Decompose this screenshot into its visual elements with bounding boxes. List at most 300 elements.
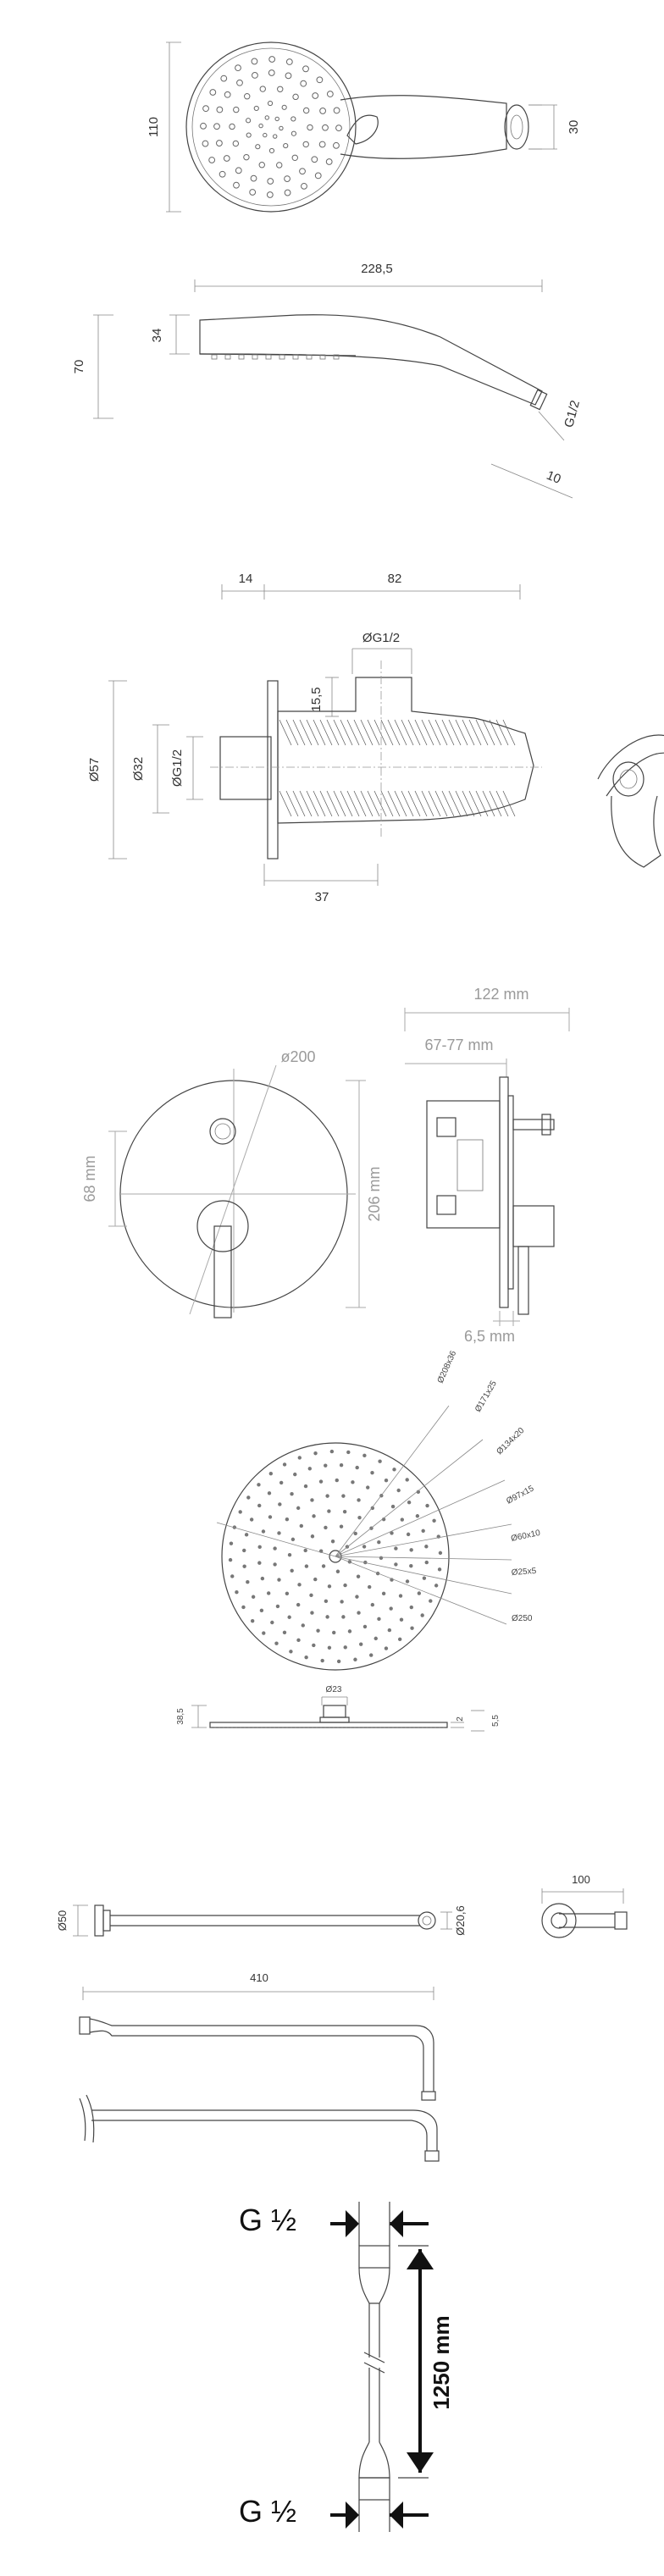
spray-nozzle [303, 141, 308, 146]
rain-nozzle [313, 1451, 317, 1455]
dim-left-offset: 14 [238, 572, 253, 586]
spray-nozzle [267, 192, 273, 198]
rain-nozzle [330, 1450, 334, 1453]
label-top-thread: G ½ [239, 2203, 297, 2237]
rain-nozzle [429, 1599, 432, 1602]
rain-nozzle [305, 1564, 308, 1567]
holder-section-view [87, 572, 542, 904]
spray-nozzle [201, 123, 207, 129]
spray-nozzle [209, 158, 215, 163]
rain-nozzle [320, 1659, 324, 1662]
rain-nozzle [385, 1646, 388, 1650]
rain-nozzle [357, 1516, 361, 1519]
dim-ring-6: Ø25x5 [511, 1566, 537, 1578]
dim-grip-height: 30 [567, 119, 581, 135]
spray-nozzle [284, 143, 288, 147]
rain-nozzle [241, 1606, 245, 1609]
spray-nozzle [275, 117, 279, 120]
hatch-line [435, 791, 447, 816]
rain-nozzle [304, 1484, 307, 1488]
hatch-line [415, 720, 427, 745]
arm-side-view [80, 1971, 439, 2161]
spray-nozzle [260, 86, 265, 91]
side-nozzle [212, 355, 217, 359]
spray-nozzle [254, 106, 258, 110]
dim-depth: 37 [314, 890, 329, 904]
label-hose-length: 1250 mm [429, 2315, 454, 2410]
hatch-line [361, 791, 373, 816]
dim-length: 410 [250, 1971, 268, 1984]
hatch-line [469, 720, 481, 745]
spray-nozzle [265, 116, 268, 119]
hatch-line [442, 720, 454, 745]
rain-nozzle [343, 1584, 346, 1587]
spray-nozzle [293, 94, 298, 99]
spray-nozzle [224, 91, 230, 97]
rain-nozzle [328, 1584, 331, 1588]
rain-nozzle [268, 1491, 271, 1495]
spray-nozzle [214, 124, 220, 130]
dim-edge: 5,5 [491, 1715, 501, 1727]
hatch-line [388, 791, 400, 816]
rain-nozzle [332, 1631, 335, 1634]
hatch-line [293, 720, 305, 745]
rain-nozzle [371, 1603, 374, 1606]
dim-head-height: 110 [147, 117, 161, 137]
hatch-line [313, 791, 325, 816]
hatch-line [401, 720, 413, 745]
rain-nozzle [406, 1478, 409, 1481]
rain-nozzle [355, 1466, 358, 1469]
rain-nozzle [357, 1498, 360, 1501]
rain-nozzle [425, 1561, 429, 1564]
rain-shower-top-view [217, 1349, 541, 1670]
rain-nozzle [250, 1517, 253, 1521]
rain-shower-side-view [176, 1685, 501, 1731]
dim-install-range: 67-77 mm [424, 1036, 494, 1053]
dim-inlet-thread: ØG1/2 [170, 749, 185, 788]
rain-nozzle [324, 1463, 327, 1467]
rain-nozzle [362, 1454, 366, 1457]
dim-width: 82 [387, 572, 402, 586]
spray-nozzle [334, 142, 340, 148]
hatch-line [307, 720, 318, 745]
rain-nozzle [396, 1489, 400, 1492]
rain-nozzle [290, 1492, 293, 1495]
rain-nozzle [389, 1606, 392, 1610]
rain-nozzle [409, 1548, 412, 1551]
rain-nozzle [261, 1577, 264, 1580]
rain-nozzle [336, 1570, 340, 1573]
spray-nozzle [252, 58, 257, 64]
rain-nozzle [252, 1595, 255, 1599]
spray-nozzle [285, 73, 291, 79]
hatch-line [327, 791, 339, 816]
rain-nozzle [324, 1600, 328, 1603]
rain-nozzle [303, 1549, 307, 1552]
rain-nozzle [285, 1592, 289, 1595]
dim-flange: Ø50 [56, 1910, 69, 1932]
dim-plate: 2 [456, 1716, 465, 1722]
rain-nozzle [297, 1583, 301, 1586]
hatch-line [320, 791, 332, 816]
hatch-line [313, 720, 325, 745]
spray-nozzle [326, 159, 332, 165]
hatch-line [286, 791, 298, 816]
rain-nozzle [353, 1658, 357, 1661]
rain-nozzle [230, 1574, 234, 1578]
ring-leader-line [217, 1523, 335, 1556]
dim-left-height: 68 mm [81, 1155, 98, 1202]
rain-nozzle [257, 1545, 261, 1549]
dim-connector: 10 [544, 467, 563, 487]
rain-nozzle [304, 1656, 307, 1659]
spray-nozzle [303, 66, 309, 72]
rain-nozzle [298, 1456, 302, 1459]
rain-nozzle [400, 1617, 403, 1621]
rain-nozzle [322, 1564, 325, 1567]
spray-nozzle [282, 105, 286, 109]
rain-nozzle [362, 1545, 366, 1548]
spray-nozzle [263, 133, 267, 136]
section-hatch [279, 720, 515, 816]
mixer-front-view [81, 1048, 383, 1318]
hatch-line [347, 791, 359, 816]
hatch-line [340, 720, 352, 745]
rain-nozzle [421, 1529, 424, 1533]
dim-plate-height: 206 mm [366, 1166, 383, 1222]
rain-nozzle [378, 1460, 381, 1463]
rain-nozzle [242, 1565, 246, 1568]
hatch-line [395, 791, 407, 816]
dim-plate-gap: 6,5 mm [463, 1328, 516, 1345]
rain-nozzle [274, 1641, 278, 1645]
spray-nozzle [203, 106, 209, 112]
hatch-line [307, 791, 318, 816]
dim-total-height: 70 [72, 359, 86, 374]
rain-nozzle [394, 1546, 397, 1550]
arm-end-view [542, 1873, 627, 1938]
hatch-line [279, 720, 291, 745]
rain-nozzle [344, 1645, 347, 1649]
spray-nozzle [327, 91, 333, 97]
rain-nozzle [399, 1594, 402, 1597]
spray-nozzle [285, 190, 290, 196]
rain-nozzle [313, 1578, 317, 1581]
hatch-line [415, 791, 427, 816]
rain-nozzle [327, 1509, 330, 1512]
rain-nozzle [283, 1631, 286, 1634]
hatch-line [483, 791, 495, 816]
rain-nozzle [439, 1551, 442, 1555]
rain-nozzle [311, 1534, 314, 1538]
hatch-line [456, 791, 468, 816]
hatch-line [449, 720, 461, 745]
spray-nozzles [201, 57, 342, 198]
rain-nozzle [355, 1595, 358, 1598]
spray-nozzle [256, 145, 260, 149]
rain-nozzle [279, 1481, 283, 1484]
arm-top-view [56, 1905, 467, 1936]
hatch-line [408, 720, 420, 745]
rain-nozzle [398, 1638, 401, 1641]
side-nozzle [239, 355, 244, 359]
spray-nozzle [277, 163, 282, 168]
spray-nozzle [269, 148, 274, 152]
rain-nozzle [242, 1549, 246, 1552]
rain-nozzle [366, 1485, 369, 1489]
spray-nozzle [224, 156, 230, 162]
spray-nozzle [320, 108, 326, 114]
spray-nozzle [301, 80, 307, 86]
spray-nozzle [234, 182, 240, 188]
rain-nozzle [273, 1562, 276, 1566]
rain-nozzle [416, 1514, 419, 1517]
rain-nozzle [300, 1524, 303, 1528]
rain-nozzle [377, 1617, 380, 1621]
spray-nozzle [250, 190, 256, 196]
hatch-line [408, 791, 420, 816]
rain-nozzle [251, 1619, 254, 1622]
spray-nozzle [313, 93, 318, 99]
ring-leader-line [335, 1556, 512, 1560]
hatch-line [334, 791, 346, 816]
dim-head-thickness: 34 [150, 328, 164, 343]
rain-nozzle [262, 1631, 265, 1634]
spray-nozzle [291, 117, 296, 121]
spray-nozzle [274, 135, 277, 138]
rain-nozzle [257, 1483, 260, 1486]
dim-ring-2: Ø171x25 [473, 1379, 499, 1414]
rain-nozzle [394, 1562, 397, 1566]
hatch-line [456, 720, 468, 745]
side-nozzle [266, 355, 271, 359]
rain-nozzle [432, 1519, 435, 1523]
rain-nozzle [319, 1479, 323, 1483]
spray-nozzle [245, 94, 250, 99]
rain-nozzle [270, 1621, 274, 1624]
rain-nozzle [257, 1504, 261, 1507]
rain-nozzle [401, 1517, 404, 1521]
dim-total-depth: 122 mm [473, 986, 529, 1003]
rain-nozzle [357, 1575, 360, 1578]
rain-nozzle [354, 1532, 357, 1535]
hatch-line [300, 791, 312, 816]
hatch-line [374, 720, 386, 745]
hatch-line [435, 720, 447, 745]
rain-nozzle [296, 1603, 300, 1606]
spray-nozzle [244, 154, 249, 159]
rain-nozzle [388, 1628, 391, 1632]
hatch-line [483, 720, 495, 745]
spray-nozzle [291, 131, 296, 135]
hatch-line [374, 791, 386, 816]
rain-nozzle [283, 1462, 286, 1466]
rain-nozzle [418, 1591, 421, 1595]
rain-nozzle [312, 1514, 315, 1517]
rain-nozzle [423, 1576, 426, 1579]
spray-nozzle [252, 73, 258, 79]
rain-nozzle [296, 1506, 300, 1510]
spray-nozzle [278, 86, 283, 91]
hatch-line [327, 720, 339, 745]
hatch-line [496, 791, 508, 816]
spray-nozzle [210, 90, 216, 96]
side-nozzle [252, 355, 257, 359]
rain-nozzle [420, 1613, 423, 1617]
dim-inner-diameter: Ø32 [131, 756, 146, 782]
rain-nozzle [325, 1494, 329, 1497]
hatch-line [503, 720, 515, 745]
spray-nozzle [233, 141, 238, 146]
dim-top-thread: ØG1/2 [362, 631, 401, 645]
dim-outer-diameter: Ø57 [87, 757, 102, 782]
rain-nozzle [328, 1646, 331, 1650]
rain-nozzle [348, 1629, 351, 1633]
rain-nozzle [434, 1584, 438, 1587]
label-bottom-thread: G ½ [239, 2494, 297, 2529]
spray-nozzle [285, 176, 290, 182]
hatch-line [462, 720, 474, 745]
rain-nozzle [267, 1591, 270, 1595]
rain-nozzle [331, 1540, 335, 1543]
dim-pipe: Ø20,6 [454, 1905, 467, 1936]
hatch-line [368, 720, 379, 745]
hatch-line [368, 791, 379, 816]
spray-nozzle [334, 108, 340, 113]
spray-nozzle [268, 179, 274, 185]
rain-nozzle [406, 1579, 409, 1583]
rain-nozzle [410, 1627, 413, 1630]
hatch-line [300, 720, 312, 745]
rain-nozzle [262, 1529, 265, 1533]
rain-nozzle [409, 1564, 412, 1567]
hatch-line [381, 791, 393, 816]
hatch-line [354, 791, 366, 816]
rain-nozzle [341, 1494, 345, 1497]
rain-nozzle [438, 1567, 441, 1571]
rain-nozzle [385, 1479, 388, 1482]
rain-nozzle [410, 1606, 413, 1609]
spray-nozzle [246, 119, 250, 123]
rain-nozzle [312, 1644, 315, 1647]
rain-nozzle [407, 1533, 410, 1536]
hatch-line [429, 791, 440, 816]
rain-nozzle [324, 1526, 327, 1529]
hatch-line [490, 791, 501, 816]
rain-nozzle [277, 1578, 280, 1581]
rain-nozzle [341, 1615, 345, 1618]
hand-shower-front-view [147, 42, 581, 212]
rain-nozzle [276, 1605, 279, 1608]
dim-ring-5: Ø60x10 [510, 1528, 541, 1544]
rain-nozzle [382, 1592, 385, 1595]
rain-nozzle [424, 1545, 428, 1548]
hatch-line [422, 720, 434, 745]
spray-nozzle [315, 173, 321, 179]
side-nozzle [279, 355, 285, 359]
spray-nozzle [235, 65, 241, 71]
rain-nozzle [287, 1616, 290, 1619]
spray-nozzle [217, 107, 223, 113]
spray-nozzle [221, 75, 227, 81]
spray-nozzle [302, 183, 307, 189]
rain-nozzle [235, 1590, 238, 1594]
rain-nozzle [246, 1495, 250, 1499]
spray-nozzle [235, 168, 241, 174]
rain-nozzle [260, 1609, 263, 1612]
hatch-line [462, 791, 474, 816]
dim-offset: 100 [572, 1873, 590, 1886]
rain-nozzle [230, 1541, 233, 1545]
rain-nozzle [379, 1556, 383, 1560]
rain-nozzle [290, 1569, 293, 1573]
rain-nozzle [302, 1623, 305, 1627]
rain-nozzle [245, 1533, 248, 1536]
spray-nozzle [303, 108, 308, 113]
hand-shower-side-view [72, 262, 583, 498]
rain-nozzle [340, 1524, 343, 1528]
rain-nozzle [343, 1510, 346, 1513]
rain-nozzle [425, 1504, 429, 1507]
side-nozzle [225, 355, 230, 359]
rain-nozzle [368, 1585, 371, 1589]
spray-nozzle [336, 125, 342, 131]
rain-nozzle [285, 1517, 289, 1521]
hatch-line [347, 720, 359, 745]
hatch-line [388, 720, 400, 745]
spray-nozzle [202, 141, 208, 146]
rain-nozzle [340, 1600, 343, 1603]
rain-nozzle [340, 1463, 343, 1467]
hatch-line [286, 720, 298, 745]
dim-connector: Ø23 [325, 1685, 342, 1694]
spray-nozzle [323, 124, 329, 130]
spray-nozzle [246, 133, 251, 137]
hatch-line [422, 791, 434, 816]
hatch-line [340, 791, 352, 816]
spray-nozzle [292, 155, 297, 160]
rain-nozzle [310, 1498, 313, 1501]
rain-nozzle [229, 1558, 232, 1562]
rain-nozzle [351, 1480, 354, 1484]
spray-nozzle [268, 101, 272, 105]
holder-perspective [598, 735, 664, 867]
spray-nozzle [234, 107, 239, 112]
rain-nozzle [337, 1660, 340, 1663]
spray-nozzle [300, 169, 306, 174]
hatch-line [395, 720, 407, 745]
spray-nozzle [217, 141, 223, 146]
ring-leaders [217, 1406, 512, 1624]
ring-leader-line [335, 1556, 506, 1624]
rain-nozzle [335, 1479, 339, 1482]
hatch-line [476, 720, 488, 745]
spray-nozzle [279, 126, 283, 130]
dim-ring-1: Ø208x36 [435, 1349, 459, 1385]
rain-nozzle [269, 1472, 273, 1475]
spray-nozzle [230, 124, 235, 129]
hose-view [239, 2202, 454, 2532]
rain-nozzle [239, 1510, 242, 1513]
hatch-line [361, 720, 373, 745]
hatch-line [381, 720, 393, 745]
spray-nozzle [259, 163, 264, 168]
rain-nozzle [308, 1467, 312, 1470]
dim-ring-4: Ø97x15 [505, 1484, 536, 1506]
rain-nozzle [310, 1611, 313, 1614]
rain-nozzle [325, 1615, 329, 1618]
